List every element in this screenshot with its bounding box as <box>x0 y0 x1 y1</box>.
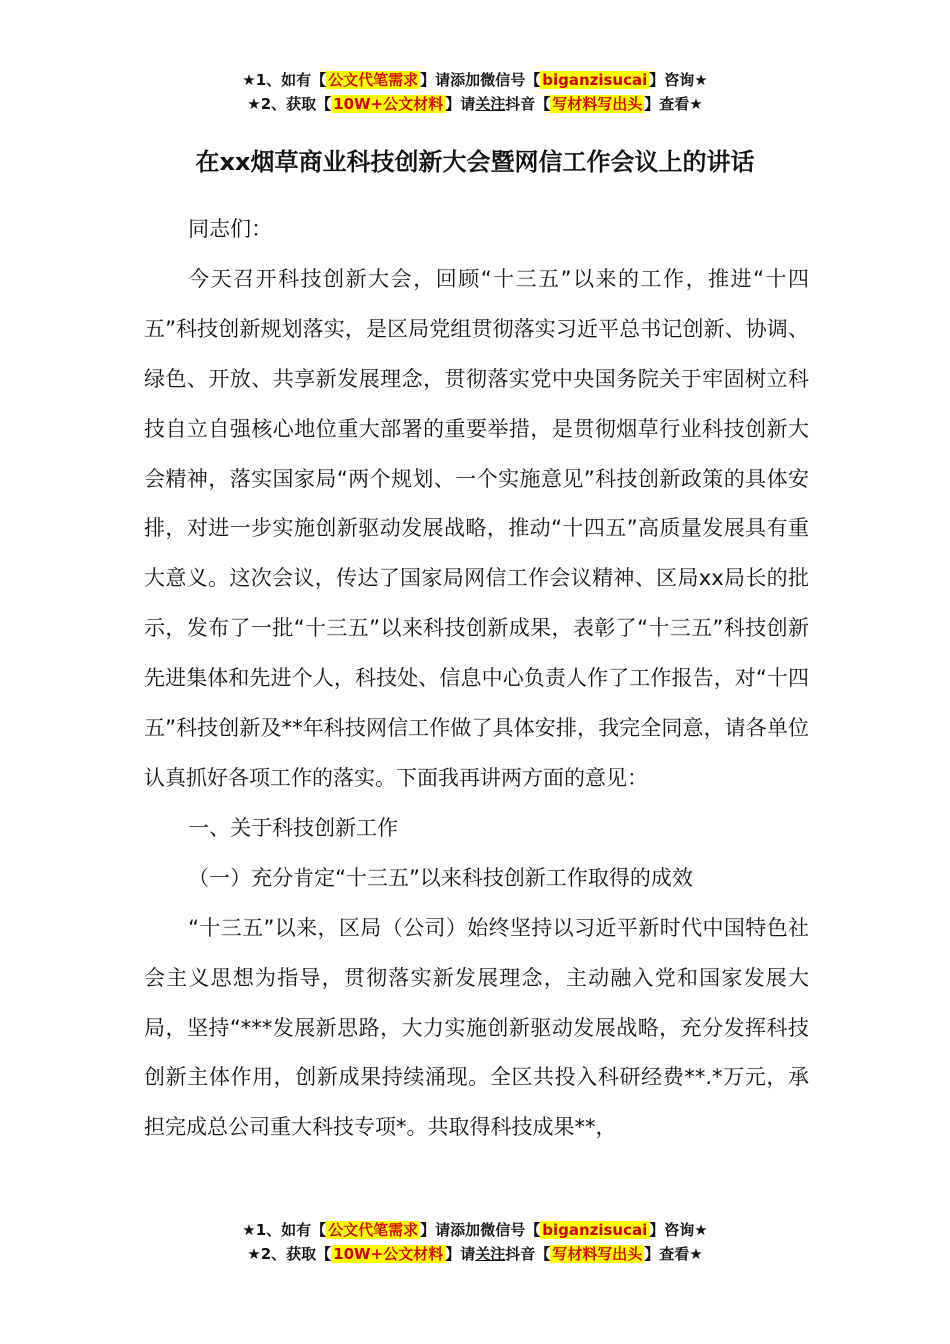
banner-text: 抖音【 <box>505 1245 551 1263</box>
salutation: 同志们： <box>188 217 273 241</box>
banner-line-1 <box>0 1218 950 1242</box>
banner-text: 】请 <box>445 1245 476 1263</box>
banner-text: 】请添加 <box>420 71 481 89</box>
document-body <box>144 205 809 1153</box>
banner-line-2 <box>0 1242 950 1266</box>
banner-text: ★2、获取【 <box>247 95 332 113</box>
banner-text: 】咨询★ <box>649 71 708 89</box>
banner-underline-text: 关注 <box>475 95 506 113</box>
highlight-wechat-id: biganzisucai <box>542 1221 648 1239</box>
header-banner <box>0 68 950 116</box>
banner-text: 抖音【 <box>505 95 551 113</box>
banner-text: 微信号【 <box>480 71 541 89</box>
banner-text: ★1、如有【 <box>242 1221 327 1239</box>
highlight-wechat-id: biganzisucai <box>542 71 648 89</box>
banner-underline-text: 关注 <box>475 1245 506 1263</box>
paragraph: “十三五”以来，区局（公司）始终坚持以习近平新时代中国特色社会主义思想为指导，贯彻落实新发展理念，主动融入党和国家发展大局，坚持“***发展新思路，大力实施创新驱动发展战略，充分发挥科技创新主体作用，创新成果持续涌现。全区共投入科研经费**.*万元，承担完成总公司重大科技专项*。共取得科技成果**， <box>144 915 809 1140</box>
highlight-ghostwriting: 公文代笔需求 <box>328 1221 419 1239</box>
banner-line-2 <box>0 92 950 116</box>
highlight-douyin-account: 写材料写出头 <box>552 95 643 113</box>
banner-line-1 <box>0 68 950 92</box>
subsection-heading: （一）充分肯定“十三五”以来科技创新工作取得的成效 <box>188 865 693 890</box>
highlight-materials: 10W+公文材料 <box>333 95 444 113</box>
banner-text: ★1、如有【 <box>242 71 327 89</box>
banner-text: 微信号【 <box>480 1221 541 1239</box>
highlight-ghostwriting: 公文代笔需求 <box>328 71 419 89</box>
banner-text: ★2、获取【 <box>247 1245 332 1263</box>
banner-text: 】查看★ <box>644 95 703 113</box>
highlight-douyin-account: 写材料写出头 <box>552 1245 643 1263</box>
banner-text: 】查看★ <box>644 1245 703 1263</box>
highlight-materials: 10W+公文材料 <box>333 1245 444 1263</box>
footer-banner <box>0 1218 950 1266</box>
section-heading: 一、关于科技创新工作 <box>188 815 399 840</box>
banner-text: 】请 <box>445 95 476 113</box>
banner-text: 】请添加 <box>420 1221 481 1239</box>
document-title: 在xx烟草商业科技创新大会暨网信工作会议上的讲话 <box>195 148 755 176</box>
banner-text: 】咨询★ <box>649 1221 708 1239</box>
paragraph: 今天召开科技创新大会，回顾“十三五”以来的工作，推进“十四五”科技创新规划落实，是区局党组贯彻落实习近平总书记创新、协调、绿色、开放、共享新发展理念，贯彻落实党中央国务院关于牢固树立科技自立自强核心地位重大部署的重要举措，是贯彻烟草行业科技创新大会精神，落实国家局“两个规划、一个实施意见”科技创新政策的具体安排，对进一步实施创新驱动发展战略，推动“十四五”高质量发展具有重大意义。这次会议，传达了国家局网信工作会议精神、区局xx局长的批示，发布了一批“十三五”以来科技创新成果，表彰了“十三五”科技创新先进集体和先进个人，科技处、信息中心负责人作了工作报告，对“十四五”科技创新及**年科技网信工作做了具体安排，我完全同意，请各单位认真抓好各项工作的落实。下面我再讲两方面的意见： <box>144 266 809 790</box>
